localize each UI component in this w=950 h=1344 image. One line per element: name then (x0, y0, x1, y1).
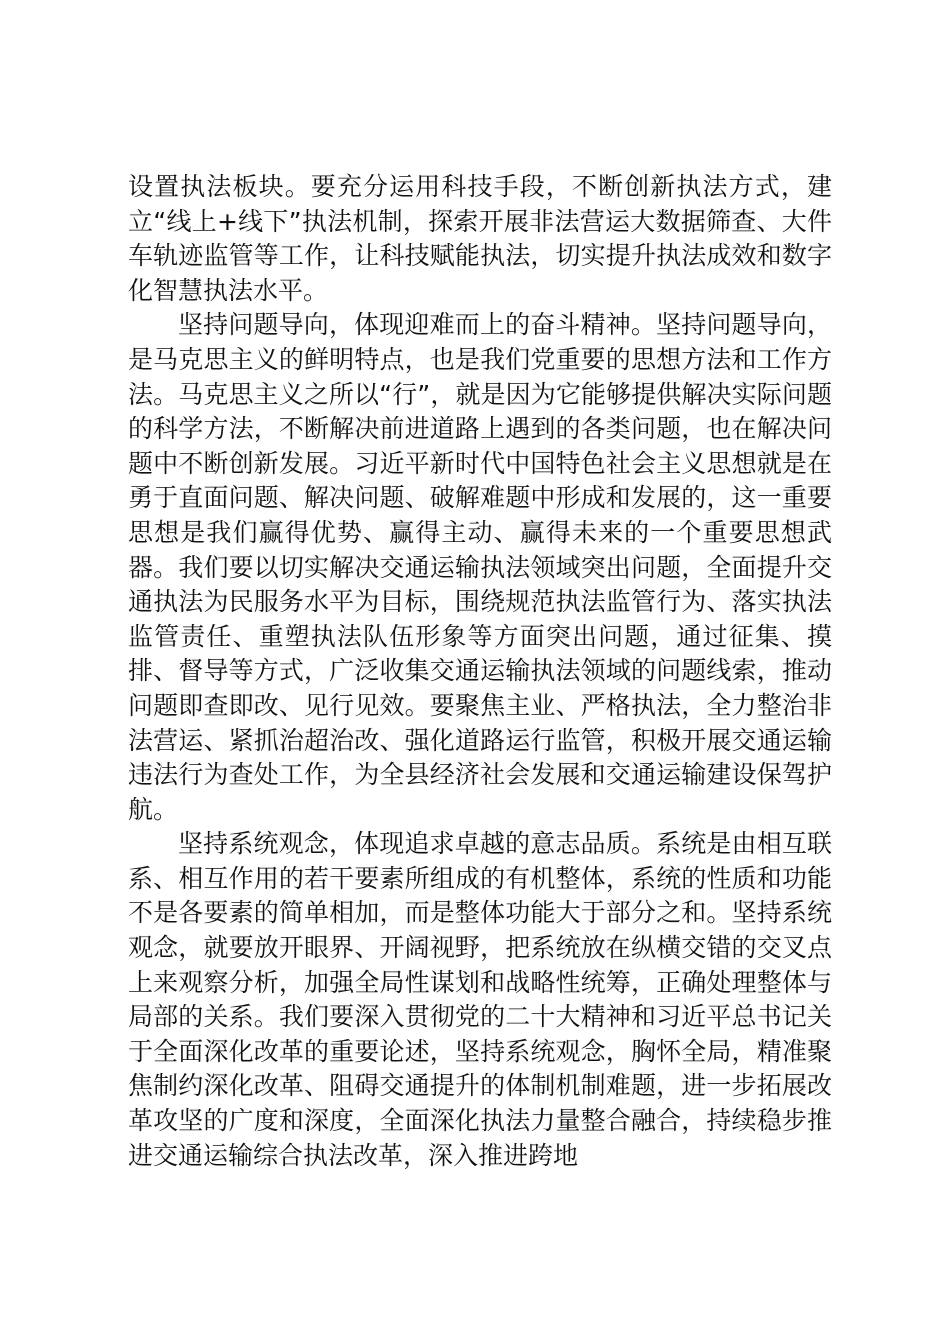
paragraph-systems-thinking: 坚持系统观念，体现追求卓越的意志品质。系统是由相互联系、相互作用的若干要素所组成的有机整体，系统的性质和功能不是各要素的简单相加，而是整体功能大于部分之和。坚持系统观念，就要放开眼界、开阔视野，把系统放在纵横交错的交叉点上来观察分析，加强全局性谋划和战略性统筹，正确处理整体与局部的关系。我们要深入贯彻党的二十大精神和习近平总书记关于全面深化改革的重要论述，坚持系统观念，胸怀全局，精准聚焦制约深化改革、阻碍交通提升的体制机制难题，进一步拓展改革攻坚的广度和深度，全面深化执法力量整合融合，持续稳步推进交通运输综合执法改革，深入推进跨地 (128, 829, 832, 1170)
paragraph-continuation: 设置执法板块。要充分运用科技手段，不断创新执法方式，建立“线上+线下”执法机制，探索开展非法营运大数据筛查、大件车轨迹监管等工作，让科技赋能执法，切实提升执法成效和数字化智慧执法水平。 (128, 172, 832, 305)
paragraph-problem-oriented: 坚持问题导向，体现迎难而上的奋斗精神。坚持问题导向，是马克思主义的鲜明特点，也是我们党重要的思想方法和工作方法。马克思主义之所以“行”，就是因为它能够提供解决实际问题的科学方法，不断解决前进道路上遇到的各类问题，也在解决问题中不断创新发展。习近平新时代中国特色社会主义思想就是在勇于直面问题、解决问题、破解难题中形成和发展的，这一重要思想是我们赢得优势、赢得主动、赢得未来的一个重要思想武器。我们要以切实解决交通运输执法领域突出问题，全面提升交通执法为民服务水平为目标，围绕规范执法监管行为、落实执法监管责任、重塑执法队伍形象等方面突出问题，通过征集、摸排、督导等方式，广泛收集交通运输执法领域的问题线索，推动问题即查即改、见行见效。要聚焦主业、严格执法，全力整治非法营运、紧抓治超治改、强化道路运行监管，积极开展交通运输违法行为查处工作，为全县经济社会发展和交通运输建设保驾护航。 (128, 310, 832, 824)
document-body (128, 170, 832, 1173)
